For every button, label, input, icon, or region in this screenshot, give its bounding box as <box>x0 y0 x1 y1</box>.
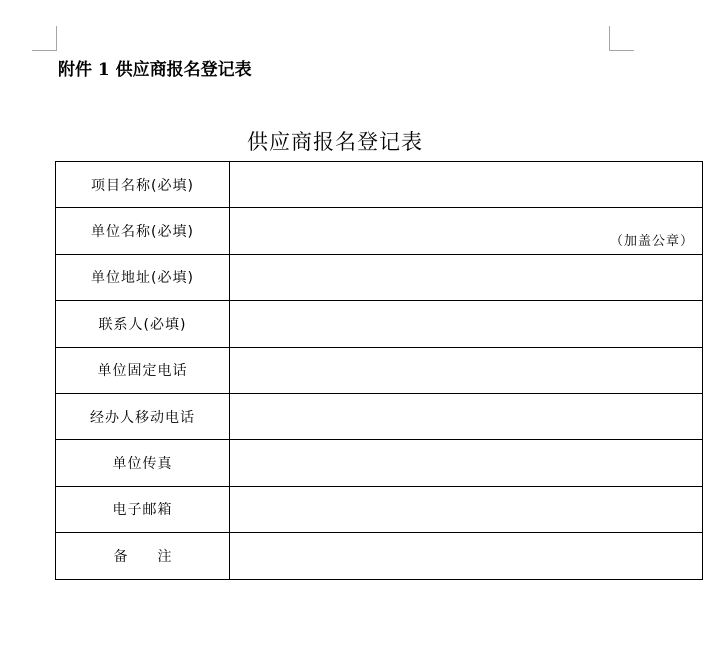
row-label-remarks <box>56 533 230 579</box>
table-row <box>56 301 703 347</box>
landline-field[interactable] <box>230 347 703 393</box>
company-address-field[interactable] <box>230 254 703 300</box>
company-name-field[interactable] <box>230 208 703 254</box>
table-row <box>56 533 703 579</box>
mobile-field[interactable] <box>230 393 703 439</box>
table-row <box>56 486 703 532</box>
table-row <box>56 254 703 300</box>
remarks-label-text: 备注 <box>113 548 202 565</box>
email-field[interactable] <box>230 486 703 532</box>
table-row <box>56 393 703 439</box>
remarks-field[interactable] <box>230 533 703 579</box>
row-label-mobile: 经办人移动电话 <box>56 393 230 439</box>
row-label-project-name: 项目名称(必填) <box>56 162 230 208</box>
contact-person-field[interactable] <box>230 301 703 347</box>
row-label-company-name: 单位名称(必填) <box>56 208 230 254</box>
registration-form-table <box>55 161 703 580</box>
table-row <box>56 440 703 486</box>
row-label-fax: 单位传真 <box>56 440 230 486</box>
table-row <box>56 208 703 254</box>
seal-note: （加盖公章） <box>609 233 694 249</box>
row-label-landline: 单位固定电话 <box>56 347 230 393</box>
project-name-field[interactable] <box>230 162 703 208</box>
attachment-heading: 附件 1 供应商报名登记表 <box>58 60 252 80</box>
table-row <box>56 162 703 208</box>
row-label-contact-person: 联系人(必填) <box>56 301 230 347</box>
crop-mark-top-left <box>32 26 57 51</box>
row-label-email: 电子邮箱 <box>56 486 230 532</box>
document-title: 供应商报名登记表 <box>247 130 423 154</box>
fax-field[interactable] <box>230 440 703 486</box>
crop-mark-top-right <box>609 26 634 51</box>
table-row <box>56 347 703 393</box>
row-label-company-address: 单位地址(必填) <box>56 254 230 300</box>
